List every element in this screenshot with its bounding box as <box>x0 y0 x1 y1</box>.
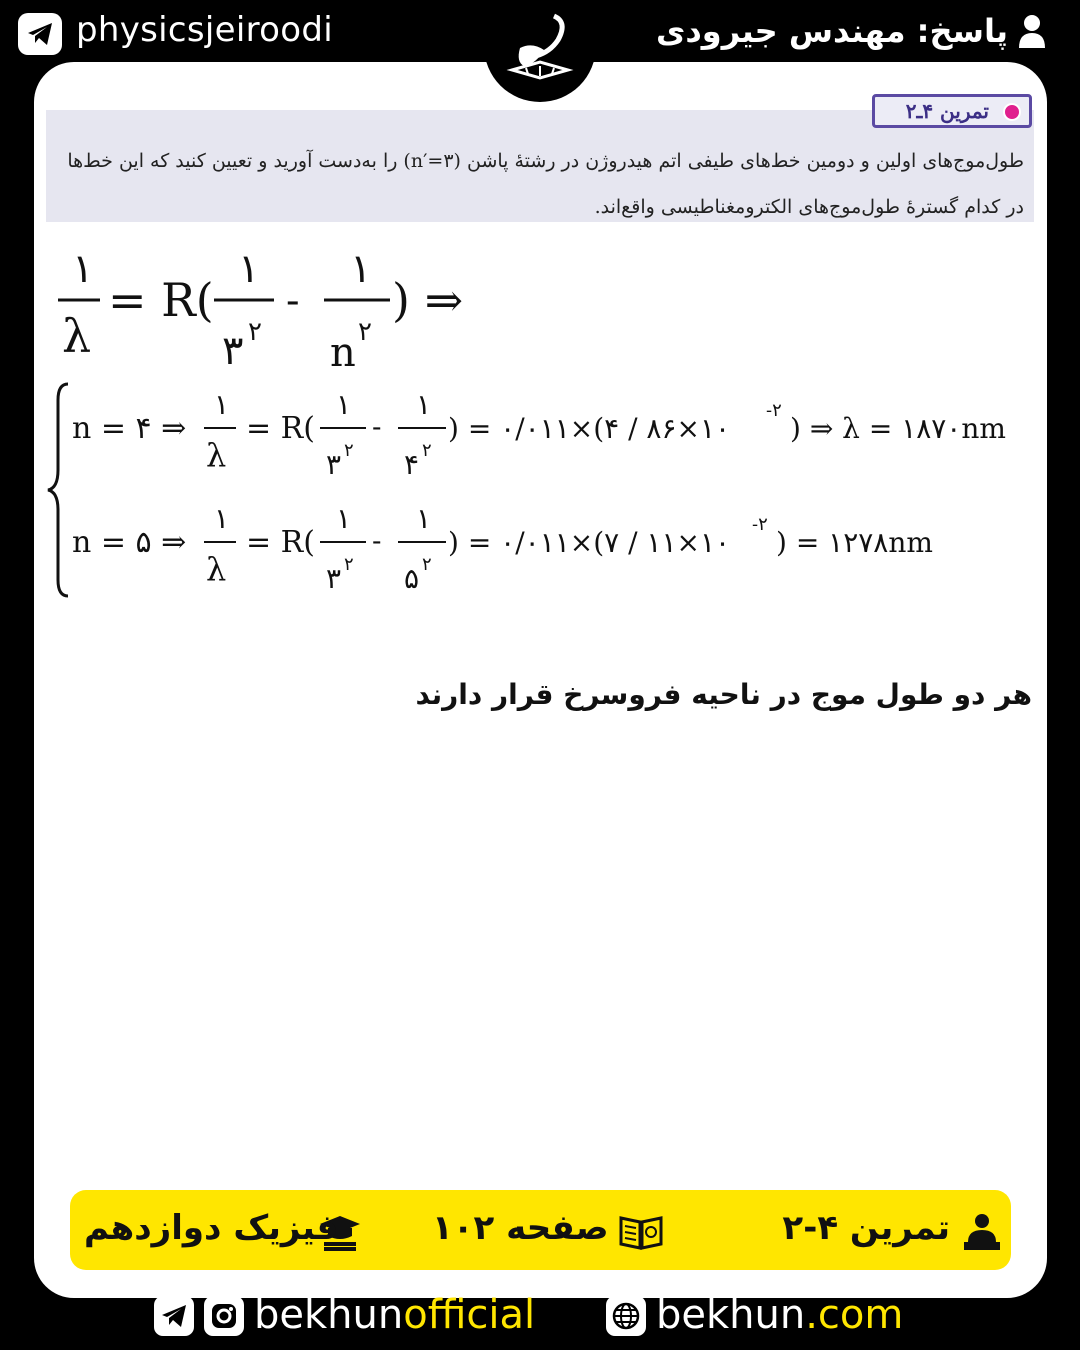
general-minus: - <box>286 278 300 324</box>
teacher-icon <box>962 1212 1002 1252</box>
case2-rhs-end: ) = ۱۲۷۸nm <box>776 526 933 559</box>
case1-mid: = R( <box>246 411 315 446</box>
case1-f2-den: ۴ <box>404 448 420 481</box>
footer-exercise: تمرین ۴-۲ <box>782 1208 950 1248</box>
case-brace <box>48 384 68 596</box>
exercise-tag-label: تمرین ۴ـ۲ <box>905 99 989 123</box>
general-f1-den: ۳ <box>222 328 244 374</box>
case1-rhs-end: ) ⇒ λ = ۱۸۷۰nm <box>790 412 1006 445</box>
case2-num: ۱ <box>214 502 230 535</box>
channel-name[interactable]: physicsjeiroodi <box>76 10 333 50</box>
case1-rhs-exp: -۲ <box>766 400 782 421</box>
case1-den: λ <box>206 436 227 474</box>
question-line-2: در کدام گسترهٔ طول‌موج‌های الکترومغناطیسی واقع‌اند. <box>594 196 1024 218</box>
site-name: bekhun <box>656 1292 806 1338</box>
general-r: = R( <box>108 273 214 327</box>
globe-icon[interactable] <box>606 1296 646 1336</box>
case2-rhs: ) = ۰/۰۱۱×(۷ / ۱۱×۱۰ <box>448 526 731 559</box>
general-lhs-num: ۱ <box>72 246 94 292</box>
brand-name: bekhun <box>254 1292 404 1338</box>
brand-suffix: official <box>403 1292 536 1338</box>
case1-num: ۱ <box>214 388 230 421</box>
case2-f2-exp: ۲ <box>422 554 432 575</box>
general-end: ) ⇒ <box>392 273 464 327</box>
case1-rhs: ) = ۰/۰۱۱×(۴ / ۸۶×۱۰ <box>448 412 731 445</box>
case1-f1-den: ۳ <box>326 448 342 481</box>
site-tld: .com <box>805 1292 904 1338</box>
case1-f1-num: ۱ <box>336 388 352 421</box>
case2-f1-num: ۱ <box>336 502 352 535</box>
general-f2-num: ۱ <box>350 246 372 292</box>
footer-book: فیزیک دوازدهم <box>84 1208 339 1248</box>
footer-page: صفحه ۱۰۲ <box>432 1208 609 1248</box>
case1-lhs: n = ۴ ⇒ <box>72 411 187 446</box>
case2-f1-den: ۳ <box>326 562 342 595</box>
telegram-icon[interactable] <box>154 1296 194 1336</box>
conclusion-text: هر دو طول موج در ناحیه فروسرخ قرار دارند <box>415 678 1032 711</box>
case1-f1-exp: ۲ <box>344 440 354 461</box>
general-f2-exp: ۲ <box>358 317 372 347</box>
case1-f2-num: ۱ <box>416 388 432 421</box>
case2-f2-den: ۵ <box>404 562 420 595</box>
case1-f2-exp: ۲ <box>422 440 432 461</box>
general-f2-den: n <box>330 330 356 376</box>
case2-lhs: n = ۵ ⇒ <box>72 525 187 560</box>
case2-f1-exp: ۲ <box>344 554 354 575</box>
case2-minus: - <box>372 524 382 557</box>
case2-den: λ <box>206 550 227 588</box>
case2-f2-num: ۱ <box>416 502 432 535</box>
book-icon <box>618 1212 664 1252</box>
website-link[interactable] <box>656 1292 903 1338</box>
general-lhs-den: λ <box>62 309 92 363</box>
case1-minus: - <box>372 410 382 443</box>
question-line-1: طول‌موج‌های اولین و دومین خط‌های طیفی اتم هیدروژن در رشتهٔ پاشن (n′=۳) را به‌دست آورید و تعیین کنید که این خط‌ها <box>67 150 1024 172</box>
instagram-icon[interactable] <box>204 1296 244 1336</box>
general-f1-num: ۱ <box>238 246 260 292</box>
case2-rhs-exp: -۲ <box>752 514 768 535</box>
answer-author: پاسخ: مهندس جیرودی <box>656 12 1008 50</box>
social-handle[interactable] <box>254 1292 535 1338</box>
case2-mid: = R( <box>246 525 315 560</box>
math-solution <box>0 0 1080 640</box>
general-f1-exp: ۲ <box>248 317 262 347</box>
